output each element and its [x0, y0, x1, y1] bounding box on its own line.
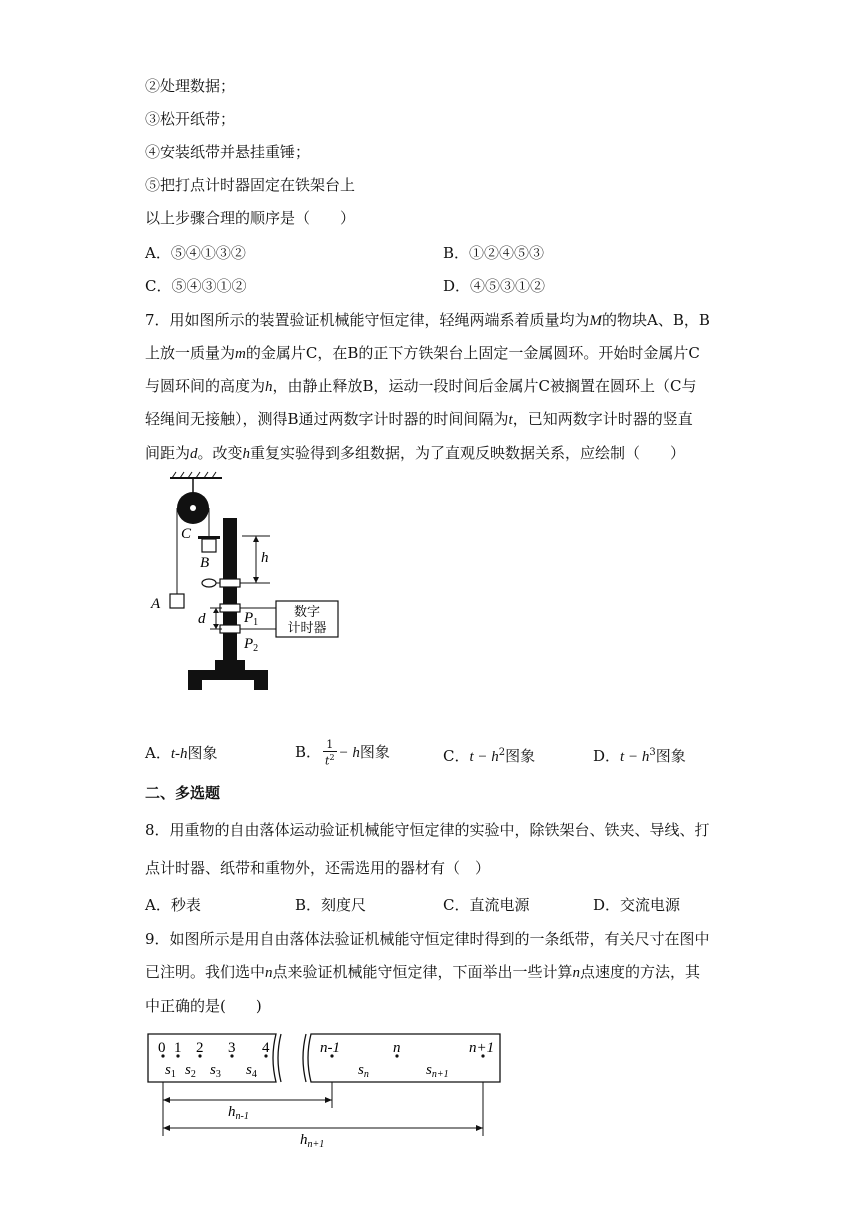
gate-p2 [220, 625, 240, 633]
label-h-n-minus-1: $h_{n-1}$ [228, 1104, 249, 1122]
q9-line-2: 已注明。我们选中n点来验证机械能守恒定律，下面举出一些计算n点速度的方法，其 [145, 963, 701, 981]
q9-line-1: 9．如图所示是用自由落体法验证机械能守恒定律时得到的一条纸带，有关尺寸在图中 [145, 930, 710, 948]
metal-ring [202, 579, 216, 587]
point-n-minus-1: n-1 [320, 1040, 340, 1056]
stand-foot-left [188, 680, 202, 690]
gate-p1 [220, 604, 240, 612]
point-n-plus-1: n+1 [469, 1040, 495, 1056]
q8-option-b[interactable]: B．刻度尺 [295, 896, 367, 914]
q7-option-b[interactable]: B． $\frac{1}{t^2}$ − h图象 [295, 737, 390, 768]
label-p1: $P_1$ [244, 610, 259, 628]
stand-pole [223, 518, 237, 676]
step-5: ⑤把打点计时器固定在铁架台上 [145, 176, 356, 194]
label-p2: $P_2$ [244, 636, 259, 654]
point-1: 1 [174, 1040, 182, 1056]
span-s1: $s_1$ [165, 1062, 176, 1080]
point-n: n [393, 1040, 401, 1056]
block-a [170, 594, 184, 608]
q8-option-a[interactable]: A．秒表 [145, 896, 201, 914]
q7-line-2: 上放一质量为m的金属片C，在B的正下方铁架台上固定一金属圆环。开始时金属片C [145, 344, 700, 362]
span-sn: $s_n$ [358, 1062, 369, 1080]
q6-question: 以上步骤合理的顺序是（ ） [145, 209, 356, 227]
q7-apparatus-figure [140, 470, 380, 700]
section-multiple-choice: 二、多选题 [145, 784, 221, 802]
q7-option-c[interactable]: C．$t - h^2$图象 [443, 747, 536, 765]
point-2: 2 [196, 1040, 204, 1056]
timer-label-1: 数字 [293, 604, 321, 619]
timer-label-2: 计时器 [287, 620, 327, 635]
label-h-n-plus-1: $h_{n+1}$ [300, 1132, 325, 1148]
span-sn-plus-1: $s_{n+1}$ [426, 1062, 449, 1080]
step-2: ②处理数据； [145, 77, 236, 95]
q7-option-d[interactable]: D．$t - h^3$图象 [593, 747, 686, 765]
pulley-axle [190, 505, 196, 511]
label-a: A [151, 596, 161, 612]
q6-option-d[interactable]: D．④⑤③①② [443, 277, 546, 295]
q9-line-3: 中正确的是( ) [145, 997, 262, 1015]
q9-paper-tape-figure [140, 1028, 520, 1148]
q7-line-3: 与圆环间的高度为h，由静止释放B，运动一段时间后金属片C被搁置在圆环上（C与 [145, 377, 697, 395]
span-s2: $s_2$ [185, 1062, 196, 1080]
ring-clamp [220, 579, 240, 587]
point-0: 0 [158, 1040, 166, 1056]
q8-line-2: 点计时器、纸带和重物外，还需选用的器材有（ ） [145, 859, 491, 877]
label-h: h [261, 550, 269, 566]
stand-base-top [215, 660, 245, 670]
label-d: d [198, 611, 206, 627]
q7-line-5: 间距为d。改变h重复实验得到多组数据，为了直观反映数据关系，应绘制（ ） [145, 444, 686, 462]
stand-foot-right [254, 680, 268, 690]
stand-base [188, 670, 268, 680]
q6-option-a[interactable]: A．⑤④①③② [145, 244, 246, 262]
q6-option-c[interactable]: C．⑤④③①② [145, 277, 247, 295]
label-b: B [200, 555, 210, 571]
q8-option-d[interactable]: D．交流电源 [593, 896, 681, 914]
tape-break-right [303, 1034, 306, 1082]
step-3: ③松开纸带； [145, 110, 236, 128]
point-4: 4 [262, 1040, 270, 1056]
step-4: ④安装纸带并悬挂重锤； [145, 143, 311, 161]
label-c: C [181, 526, 192, 542]
tape-break-left [278, 1034, 281, 1082]
span-s3: $s_3$ [210, 1062, 221, 1080]
span-s4: $s_4$ [246, 1062, 257, 1080]
fraction-one-over-t-squared: $\frac{1}{t^2}$ [325, 737, 335, 768]
q7-line-4: 轻绳间无接触），测得B通过两数字计时器的时间间隔为t，已知两数字计时器的竖直 [145, 410, 693, 428]
point-3: 3 [228, 1040, 236, 1056]
q7-option-a[interactable]: A．t-h图象 [145, 744, 218, 762]
block-b [202, 539, 216, 552]
q8-line-1: 8．用重物的自由落体运动验证机械能守恒定律的实验中，除铁架台、铁夹、导线、打 [145, 821, 710, 839]
q7-line-1: 7．用如图所示的装置验证机械能守恒定律，轻绳两端系着质量均为M的物块A、B，B [145, 311, 710, 329]
q6-option-b[interactable]: B．①②④⑤③ [443, 244, 545, 262]
q8-option-c[interactable]: C．直流电源 [443, 896, 530, 914]
